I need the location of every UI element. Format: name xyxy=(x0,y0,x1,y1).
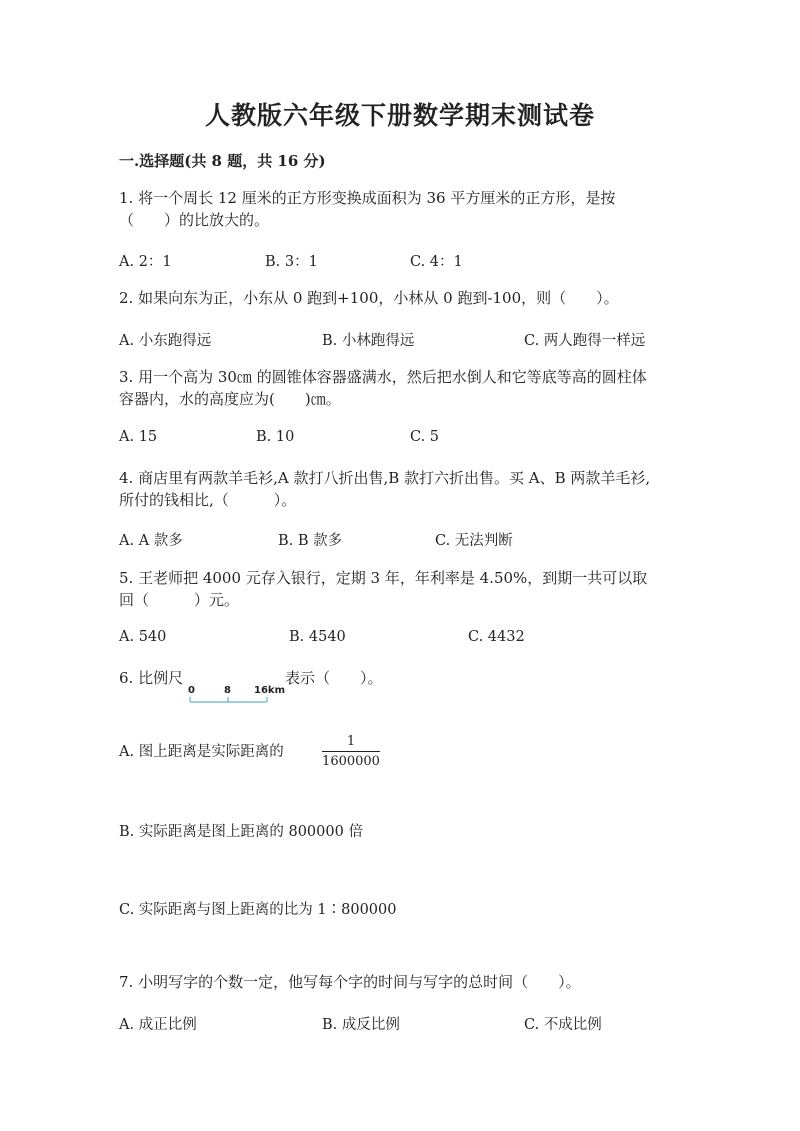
question-1-option-a: A. 2：1 xyxy=(119,254,172,270)
question-6-option-c: C. 实际距离与图上距离的比为 1∶800000 xyxy=(119,902,397,918)
question-3-line-1: 3. 用一个高为 30㎝ 的圆锥体容器盛满水，然后把水倒人和它等底等高的圆柱体 xyxy=(119,368,647,386)
question-3-option-b: B. 10 xyxy=(256,429,295,445)
scale-bar-figure xyxy=(186,683,286,705)
question-3-option-a: A. 15 xyxy=(119,429,158,445)
section-heading: 一.选择题(共 8 题，共 16 分) xyxy=(119,152,326,170)
question-2-text: 2. 如果向东为正，小东从 0 跑到+100，小林从 0 跑到-100，则（ ）。 xyxy=(119,289,619,307)
question-7-option-a: A. 成正比例 xyxy=(119,1017,197,1033)
question-1-option-c: C. 4：1 xyxy=(410,254,463,270)
question-4-text xyxy=(119,467,650,511)
question-5-option-a: A. 540 xyxy=(119,629,167,645)
question-5-line-1: 5. 王老师把 4000 元存入银行，定期 3 年，年利率是 4.50%，到期一共可以取 xyxy=(119,569,648,587)
question-5-option-c: C. 4432 xyxy=(468,629,525,645)
question-1-line-2: （ ）的比放大的。 xyxy=(119,211,270,229)
question-1-option-b: B. 3：1 xyxy=(265,254,318,270)
question-1-line-1: 1. 将一个周长 12 厘米的正方形变换成面积为 36 平方厘米的正方形，是按 xyxy=(119,189,616,207)
question-7-option-b: B. 成反比例 xyxy=(322,1017,400,1033)
question-7-text: 7. 小明写字的个数一定，他写每个字的时间与写字的总时间（ ）。 xyxy=(119,973,581,991)
question-3-line-2: 容器内，水的高度应为( )㎝。 xyxy=(119,390,341,408)
page-title: 人教版六年级下册数学期末测试卷 xyxy=(204,101,595,130)
question-4-option-c: C. 无法判断 xyxy=(435,533,513,549)
question-6-prefix: 6. 比例尺 xyxy=(119,669,184,687)
question-3-text xyxy=(119,366,647,410)
question-1-text xyxy=(119,187,615,231)
scale-bar-line xyxy=(190,697,267,702)
option-a-fraction xyxy=(322,734,380,769)
scale-label-0: 0 xyxy=(188,685,195,696)
question-7-option-c: C. 不成比例 xyxy=(524,1017,602,1033)
question-5-option-b: B. 4540 xyxy=(289,629,346,645)
question-5-text xyxy=(119,567,647,611)
question-4-option-b: B. B 款多 xyxy=(278,533,343,549)
question-6-suffix: 表示（ ）。 xyxy=(285,669,383,687)
question-4-option-a: A. A 款多 xyxy=(119,533,183,549)
question-6-option-b: B. 实际距离是图上距离的 800000 倍 xyxy=(119,824,363,840)
question-3-option-c: C. 5 xyxy=(410,429,440,445)
scale-label-8: 8 xyxy=(224,685,231,696)
question-4-line-2: 所付的钱相比,（ ）。 xyxy=(119,491,297,509)
fraction-denominator: 1600000 xyxy=(322,754,380,769)
fraction-numerator: 1 xyxy=(346,734,356,749)
question-6-option-a: A. 图上距离是实际距离的 xyxy=(119,744,284,760)
question-5-line-2: 回（ ）元。 xyxy=(119,591,240,609)
scale-label-16km: 16km xyxy=(254,685,285,696)
question-2-option-b: B. 小林跑得远 xyxy=(322,333,415,349)
question-4-line-1: 4. 商店里有两款羊毛衫,A 款打八折出售,B 款打六折出售。买 A、B 两款羊毛衫, xyxy=(119,469,651,487)
fraction-bar xyxy=(322,751,380,752)
question-2-option-c: C. 两人跑得一样远 xyxy=(524,333,646,349)
question-2-option-a: A. 小东跑得远 xyxy=(119,333,212,349)
